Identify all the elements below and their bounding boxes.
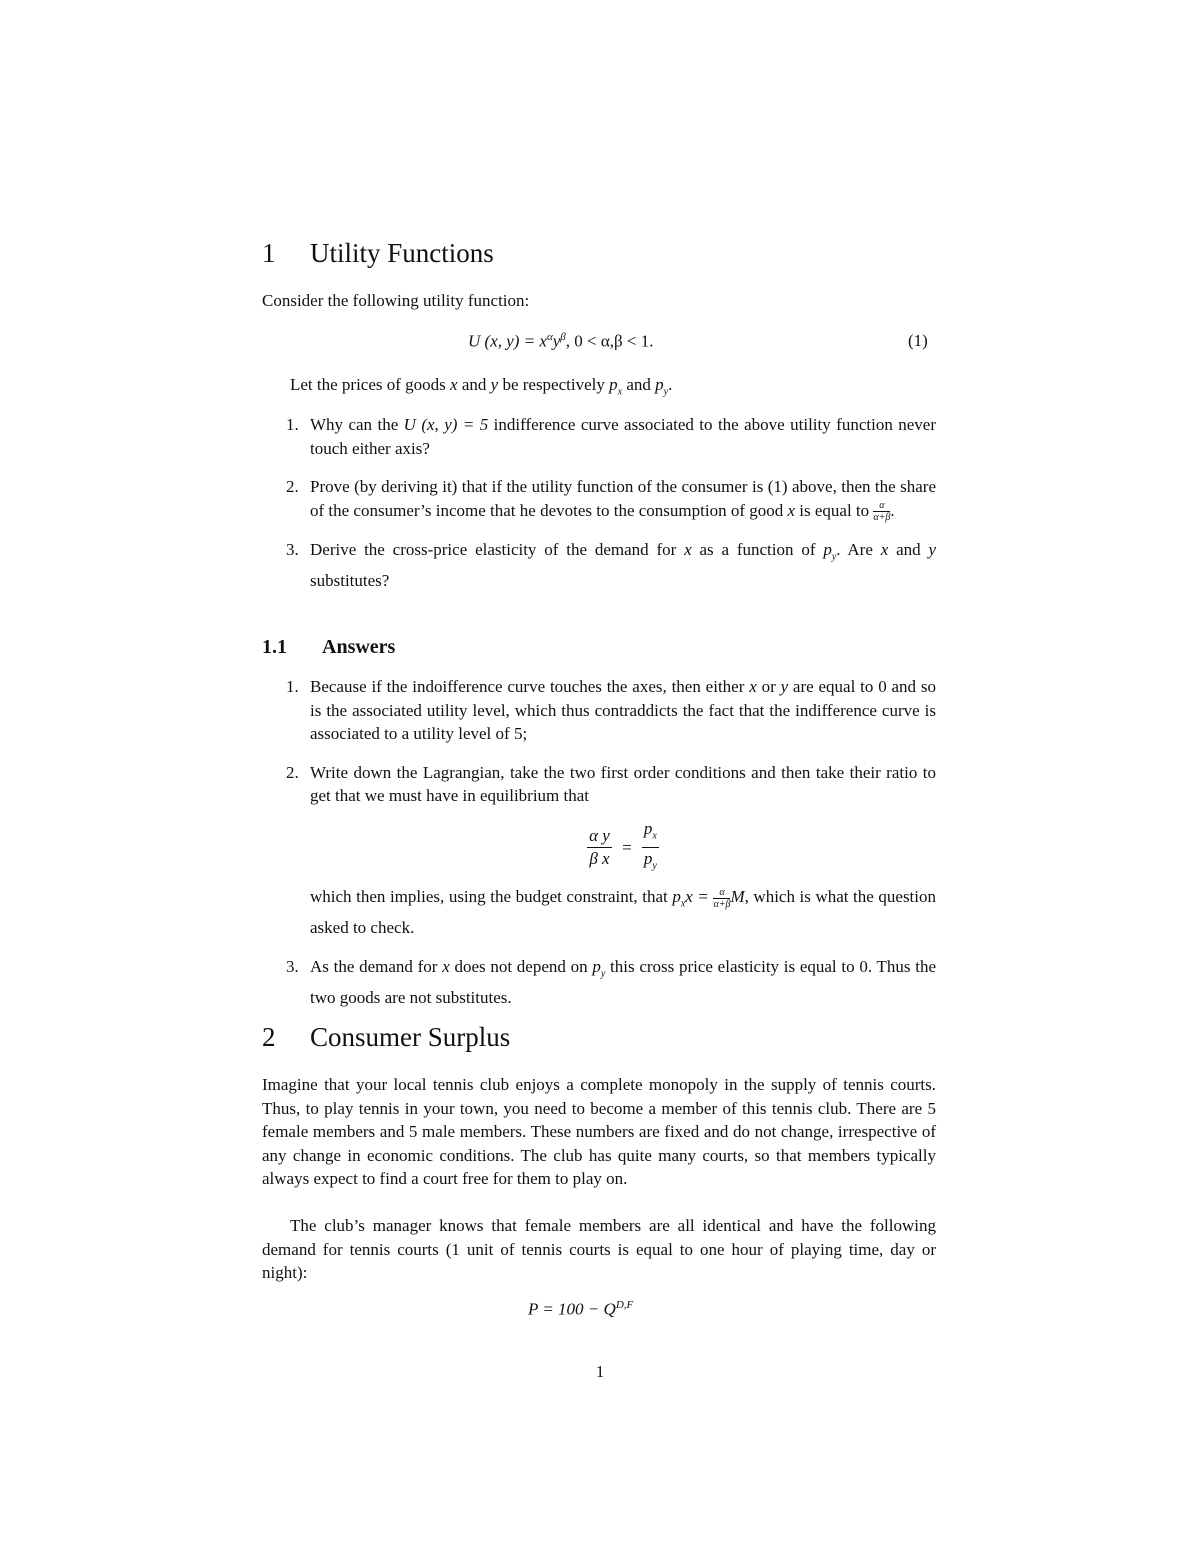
answer-item: 2. Write down the Lagrangian, take the two first order conditions and then take their ratio to get that we must have in equilibrium that $\frac{\text{α y}}{\text{β x}}$ = $\frac{p_x}{p_y}$ which then implies, using the budget constraint, that $p_xx$ = $\frac{\alpha}{\alpha+\beta}$ M, which is what the question asked to check. [286, 761, 936, 940]
demand-equation: $P = 100 - Q^{D,F}$ [528, 1299, 634, 1319]
section-title: Utility Functions [310, 238, 494, 268]
ratio-equation: $\frac{\text{α y}}{\text{β x}}$ = $\frac{p_x}{p_y}$ [589, 818, 657, 872]
answer-2-continuation: which then implies, using the budget constraint, that $p_xx$ = $\frac{\alpha}{\alpha+\beta}$ M, which is what the question asked to check. [310, 886, 937, 938]
question-item: 2. Prove (by deriving it) that if the utility function of the consumer is (1) above, then the share of the consumer’s income that he devotes to the consumption of good x is equal to $\frac{\alpha}{\alpha+\beta}$ . [286, 477, 936, 524]
alpha-share-fraction: $\frac{\alpha}{\alpha+\beta}$ [873, 500, 891, 524]
answers-list [286, 675, 936, 1009]
page-number: 1 [595, 1362, 605, 1381]
intro-text: Consider the following utility function: [262, 291, 530, 310]
section-1-heading [262, 238, 494, 269]
question-item: 1. Why can the U (x, y) = 5 indifference curve associated to the above utility function never touch either axis? [286, 415, 936, 458]
answer-item: 1. Because if the indoifference curve touches the axes, then either x or y are equal to 0 and so is the associated utility level, which thus contraddicts the fact that the indifference curve is associated to a utility level of 5; [286, 677, 936, 743]
paragraph: Imagine that your local tennis club enjoys a complete monopoly in the supply of tennis courts. Thus, to play tennis in your town, you need to become a member of this tennis club. There are 5 female members and 5 male members. These numbers are fixed and do not change, irrespective of any change in economic conditions. The club has quite many courts, so that members typically always expect to find a court free for them to play on. [262, 1075, 936, 1188]
paragraph: The club’s manager knows that female members are all identical and have the following demand for tennis courts (1 unit of tennis courts is equal to one hour of playing time, day or night): [262, 1216, 936, 1282]
section-number: 1 [262, 238, 276, 268]
equation-number: (1) [908, 331, 928, 350]
utility-equation: U (x, $y) = x^\alpha y^\beta$, 0 < α,β < 1. [468, 331, 654, 351]
question-item: 3. Derive the cross-price elasticity of the demand for x as a function of $p_y$. Are x and y substitutes? [286, 540, 937, 590]
answer-item: 3. As the demand for x does not depend on $p_y$ this cross price elasticity is equal to 0. Thus the two goods are not substitutes. [286, 956, 936, 1007]
prices-sentence: Let the prices of goods x and y be respectively $p_x$ and $p_y$. [290, 375, 673, 398]
questions-list [286, 413, 936, 592]
subsection-heading: 1.1 Answers [262, 636, 396, 658]
section-2-heading: 2 Consumer Surplus [262, 1022, 511, 1052]
